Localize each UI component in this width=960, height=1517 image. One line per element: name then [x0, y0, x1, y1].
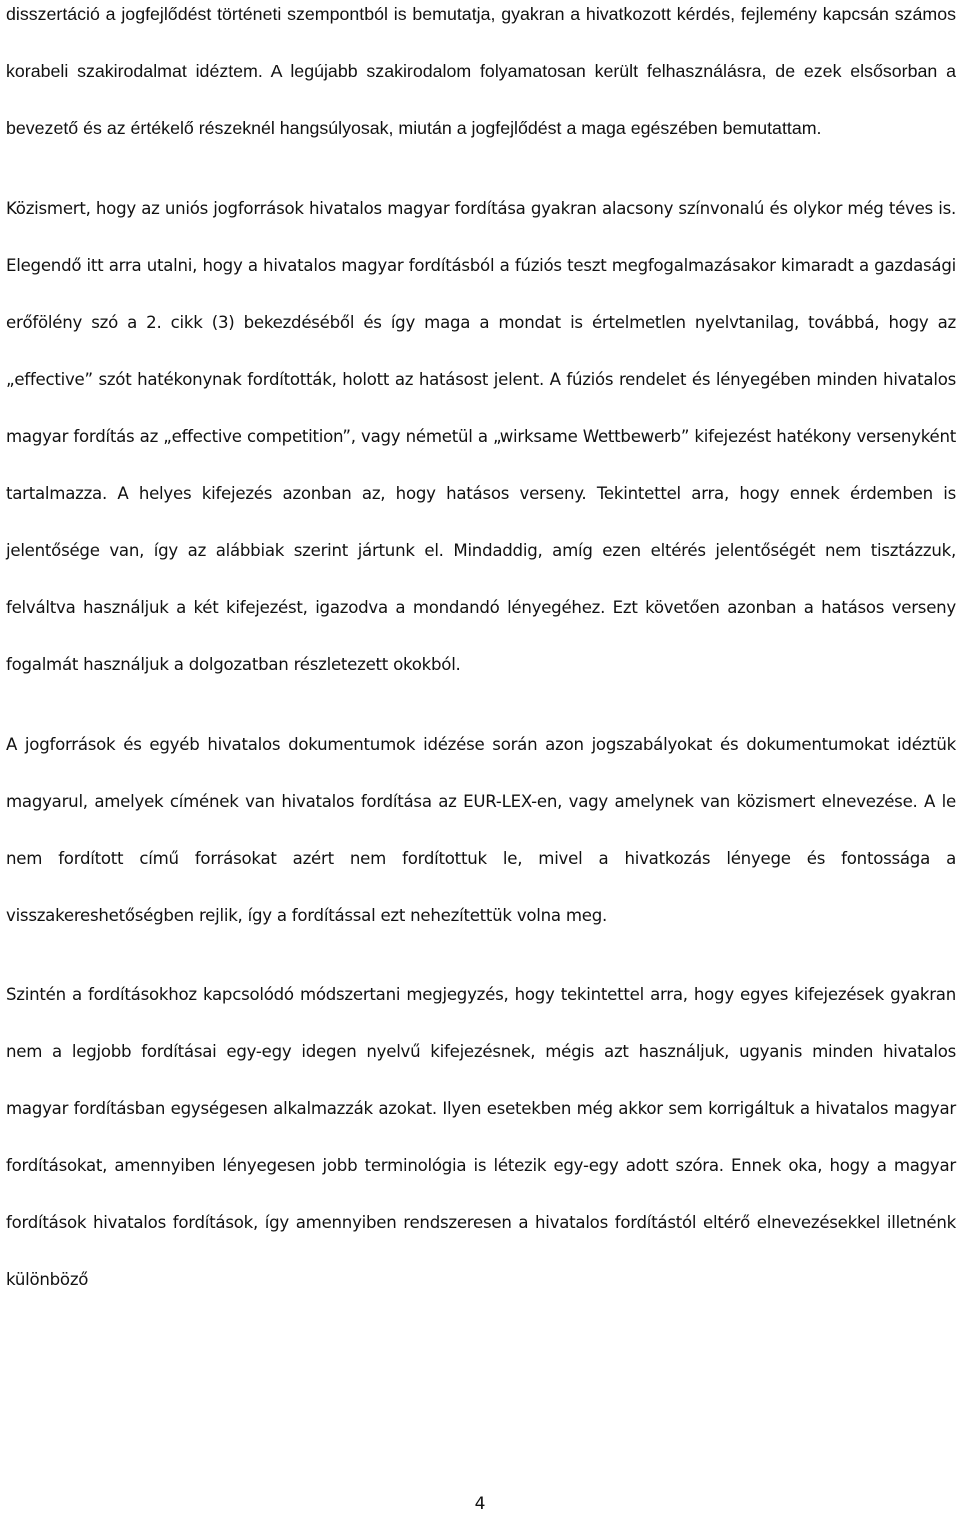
document-page	[6, 0, 956, 1308]
paragraph-methodology-literature: disszertáció a jogfejlődést történeti szempontból is bemutatja, gyakran a hivatkozott kérdés, fejlemény kapcsán számos korabeli szakirodalmat idéztem. A legújabb szakirodalom folyamatosan került felhasználásra, de ezek elsősorban a bevezető és az értékelő részeknél hangsúlyosak, miután a jogfejlődést a maga egészében bemutattam.	[6, 4, 956, 138]
paragraph-source-citation: A jogforrások és egyéb hivatalos dokumentumok idézése során azon jogszabályokat és dokumentumokat idéztük magyarul, amelyek címének van hivatalos fordítása az EUR-LEX-en, vagy amelynek van közismert elnevezése. A le nem fordított című forrásokat azért nem fordítottuk le, mivel a hivatkozás lényege és fontossága a visszakereshetőségben rejlik, így a fordítással ezt nehezítettük volna meg.	[6, 735, 956, 925]
page-number: 4	[474, 1494, 486, 1514]
paragraph-translation-quality: Közismert, hogy az uniós jogforrások hivatalos magyar fordítása gyakran alacsony színvonalú és olykor még téves is. Elegendő itt arra utalni, hogy a hivatalos magyar fordításból a fúziós teszt megfogalmazásakor kimaradt a gazdasági erőfölény szó a 2. cikk (3) bekezdéséből és így maga a mondat is értelmetlen nyelvtanilag, továbbá, hogy az „effective” szót hatékonynak fordították, holott az hatásost jelent. A fúziós rendelet és lényegében minden hivatalos magyar fordítás az „effective competition”, vagy németül a „wirksame Wettbewerb” kifejezést hatékony versenyként tartalmazza. A helyes kifejezés azonban az, hogy hatásos verseny. Tekintettel arra, hogy ennek érdemben is jelentősége van, így az alábbiak szerint jártunk el. Mindaddig, amíg ezen eltérés jelentőségét nem tisztázzuk, felváltva használjuk a két kifejezést, igazodva a mondandó lényegéhez. Ezt követően azonban a hatásos verseny fogalmát használjuk a dolgozatban részletezett okokból.	[6, 199, 956, 674]
paragraph-terminology-note: Szintén a fordításokhoz kapcsolódó módszertani megjegyzés, hogy tekintettel arra, hogy egyes kifejezések gyakran nem a legjobb fordításai egy-egy idegen nyelvű kifejezésnek, mégis azt használjuk, ugyanis minden hivatalos magyar fordításban egységesen alkalmazzák azokat. Ilyen esetekben még akkor sem korrigáltuk a hivatalos magyar fordításokat, amennyiben lényegesen jobb terminológia is létezik egy-egy adott szóra. Ennek oka, hogy a magyar fordítások hivatalos fordítások, így amennyiben rendszeresen a hivatalos fordítástól eltérő elnevezésekkel illetnénk különböző	[6, 985, 956, 1289]
